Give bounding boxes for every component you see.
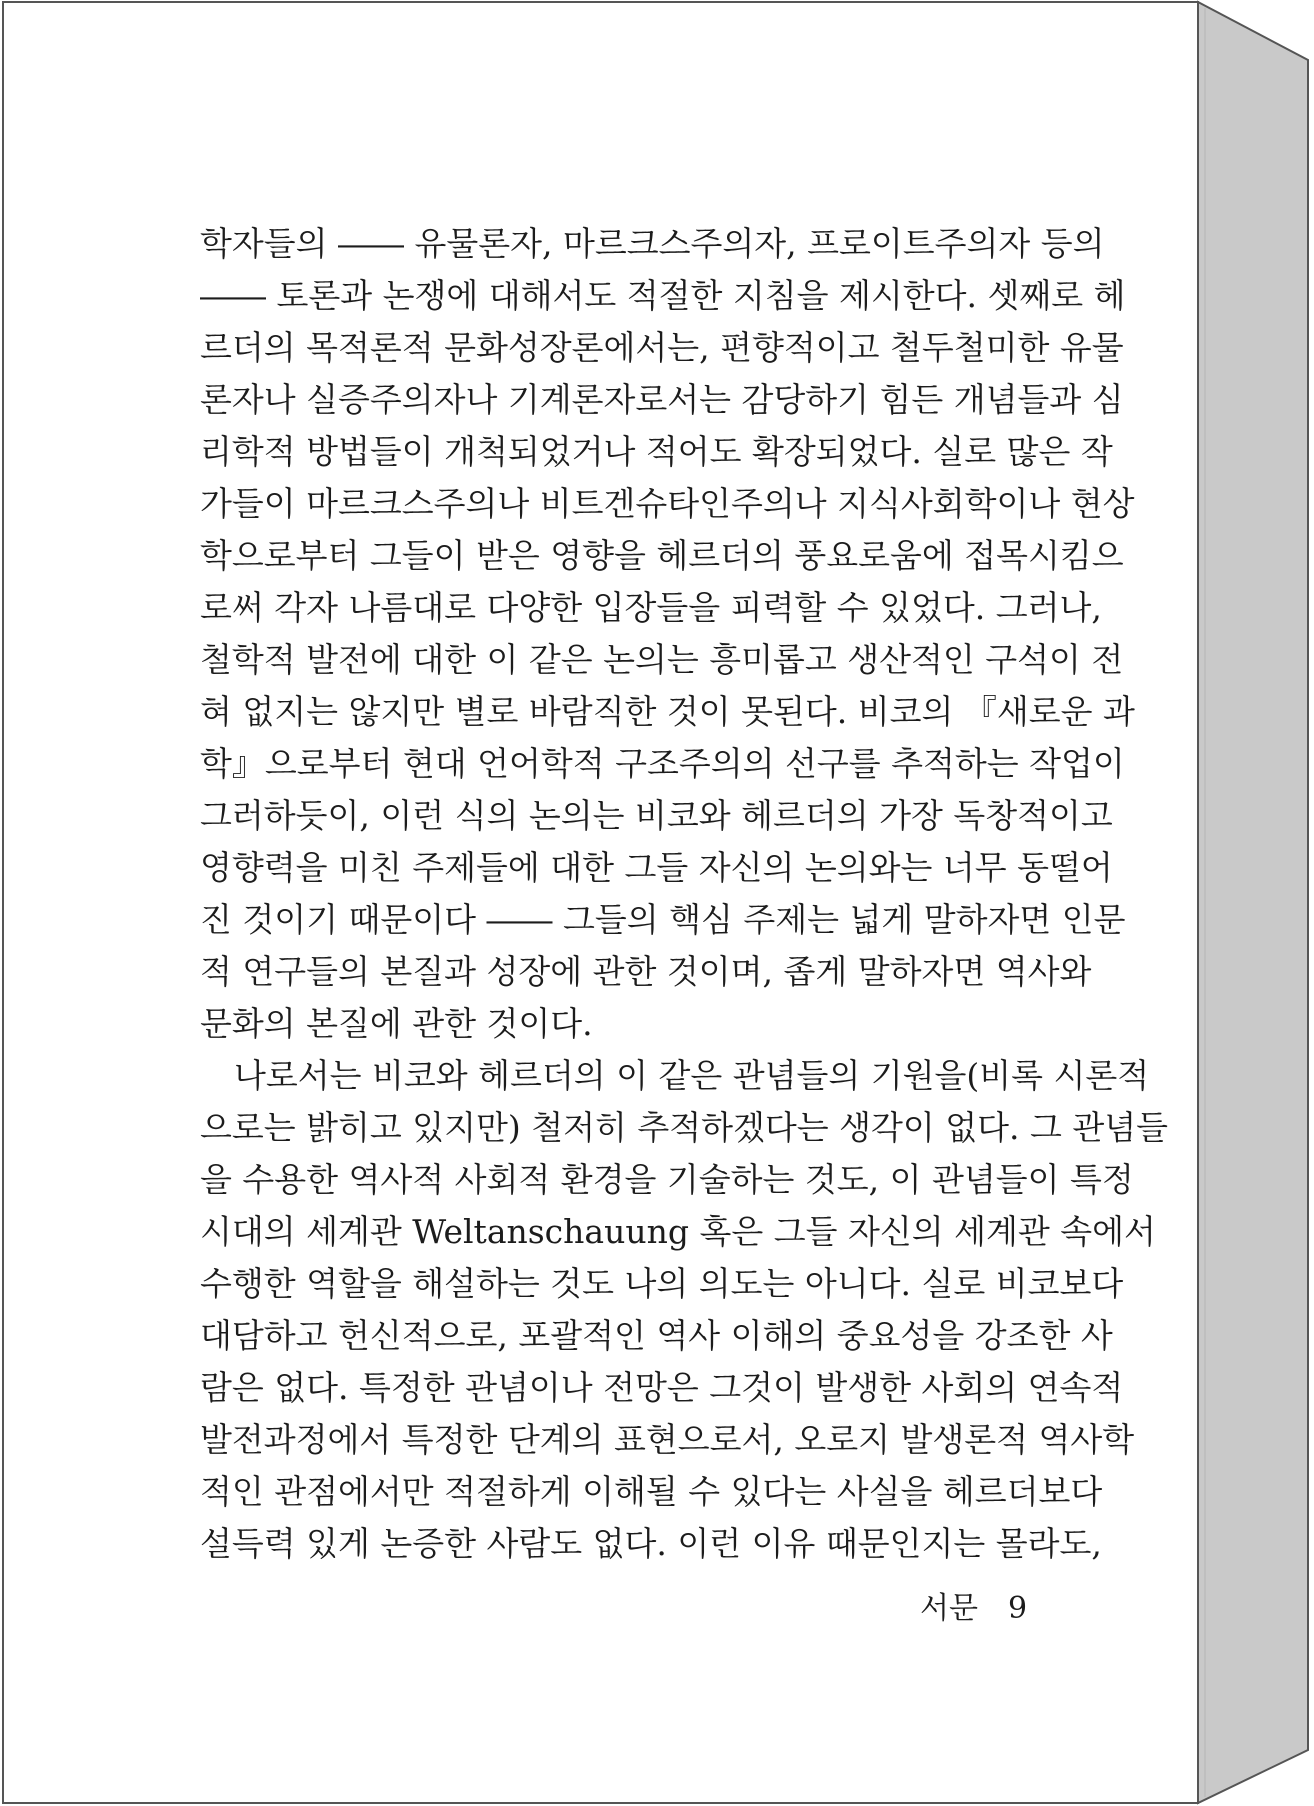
text-line: ―― 토론과 논쟁에 대해서도 적절한 지침을 제시한다. 셋째로 헤 <box>200 276 1126 315</box>
page-body <box>200 218 1168 1570</box>
running-footer-section: 서문 <box>920 1591 978 1626</box>
text-line: 으로는 밝히고 있지만) 철저히 추적하겠다는 생각이 없다. 그 관념들 <box>200 1108 1168 1147</box>
text-line: 리학적 방법들이 개척되었거나 적어도 확장되었다. 실로 많은 작 <box>200 432 1113 471</box>
text-line: 람은 없다. 특정한 관념이나 전망은 그것이 발생한 사회의 연속적 <box>200 1368 1124 1407</box>
text-line: 적 연구들의 본질과 성장에 관한 것이며, 좁게 말하자면 역사와 <box>200 952 1092 991</box>
text-line: 수행한 역할을 해설하는 것도 나의 의도는 아니다. 실로 비코보다 <box>200 1264 1124 1303</box>
text-line: 대담하고 헌신적으로, 포괄적인 역사 이해의 중요성을 강조한 사 <box>200 1316 1113 1355</box>
book-edge <box>1198 2 1308 1803</box>
page-footer <box>920 1583 1027 1627</box>
text-line: 을 수용한 역사적 사회적 환경을 기술하는 것도, 이 관념들이 특정 <box>200 1160 1134 1199</box>
text-line: 혀 없지는 않지만 별로 바람직한 것이 못된다. 비코의 『새로운 과 <box>200 692 1135 731</box>
text-line: 학으로부터 그들이 받은 영향을 헤르더의 풍요로움에 접목시킴으 <box>200 536 1124 575</box>
text-line: 설득력 있게 논증한 사람도 없다. 이런 이유 때문인지는 몰라도, <box>200 1524 1102 1563</box>
text-line: 르더의 목적론적 문화성장론에서는, 편향적이고 철두철미한 유물 <box>200 328 1124 367</box>
text-line: 진 것이기 때문이다 ―― 그들의 핵심 주제는 넓게 말하자면 인문 <box>200 900 1126 939</box>
paragraph-2 <box>200 1050 1168 1570</box>
text-line: 로써 각자 나름대로 다양한 입장들을 피력할 수 있었다. 그러나, <box>200 588 1102 627</box>
page-number: 9 <box>1007 1591 1028 1626</box>
paragraph-1 <box>200 218 1135 1050</box>
text-line: 철학적 발전에 대한 이 같은 논의는 흥미롭고 생산적인 구석이 전 <box>200 640 1124 679</box>
text-line: 가들이 마르크스주의나 비트겐슈타인주의나 지식사회학이나 현상 <box>200 484 1135 523</box>
text-line: 나로서는 비코와 헤르더의 이 같은 관념들의 기원을(비록 시론적 <box>234 1056 1150 1095</box>
text-line: 그러하듯이, 이런 식의 논의는 비코와 헤르더의 가장 독창적이고 <box>200 796 1113 835</box>
text-line: 발전과정에서 특정한 단계의 표현으로서, 오로지 발생론적 역사학 <box>200 1420 1135 1459</box>
text-line: 영향력을 미친 주제들에 대한 그들 자신의 논의와는 너무 동떨어 <box>200 848 1113 887</box>
text-line: 학』으로부터 현대 언어학적 구조주의의 선구를 추적하는 작업이 <box>200 744 1125 783</box>
text-line: 시대의 세계관 Weltanschauung 혹은 그들 자신의 세계관 속에서 <box>200 1212 1156 1251</box>
text-line: 학자들의 ―― 유물론자, 마르크스주의자, 프로이트주의자 등의 <box>200 224 1105 263</box>
text-line: 론자나 실증주의자나 기계론자로서는 감당하기 힘든 개념들과 심 <box>200 380 1124 419</box>
text-line: 문화의 본질에 관한 것이다. <box>200 1004 593 1043</box>
text-line: 적인 관점에서만 적절하게 이해될 수 있다는 사실을 헤르더보다 <box>200 1472 1103 1511</box>
